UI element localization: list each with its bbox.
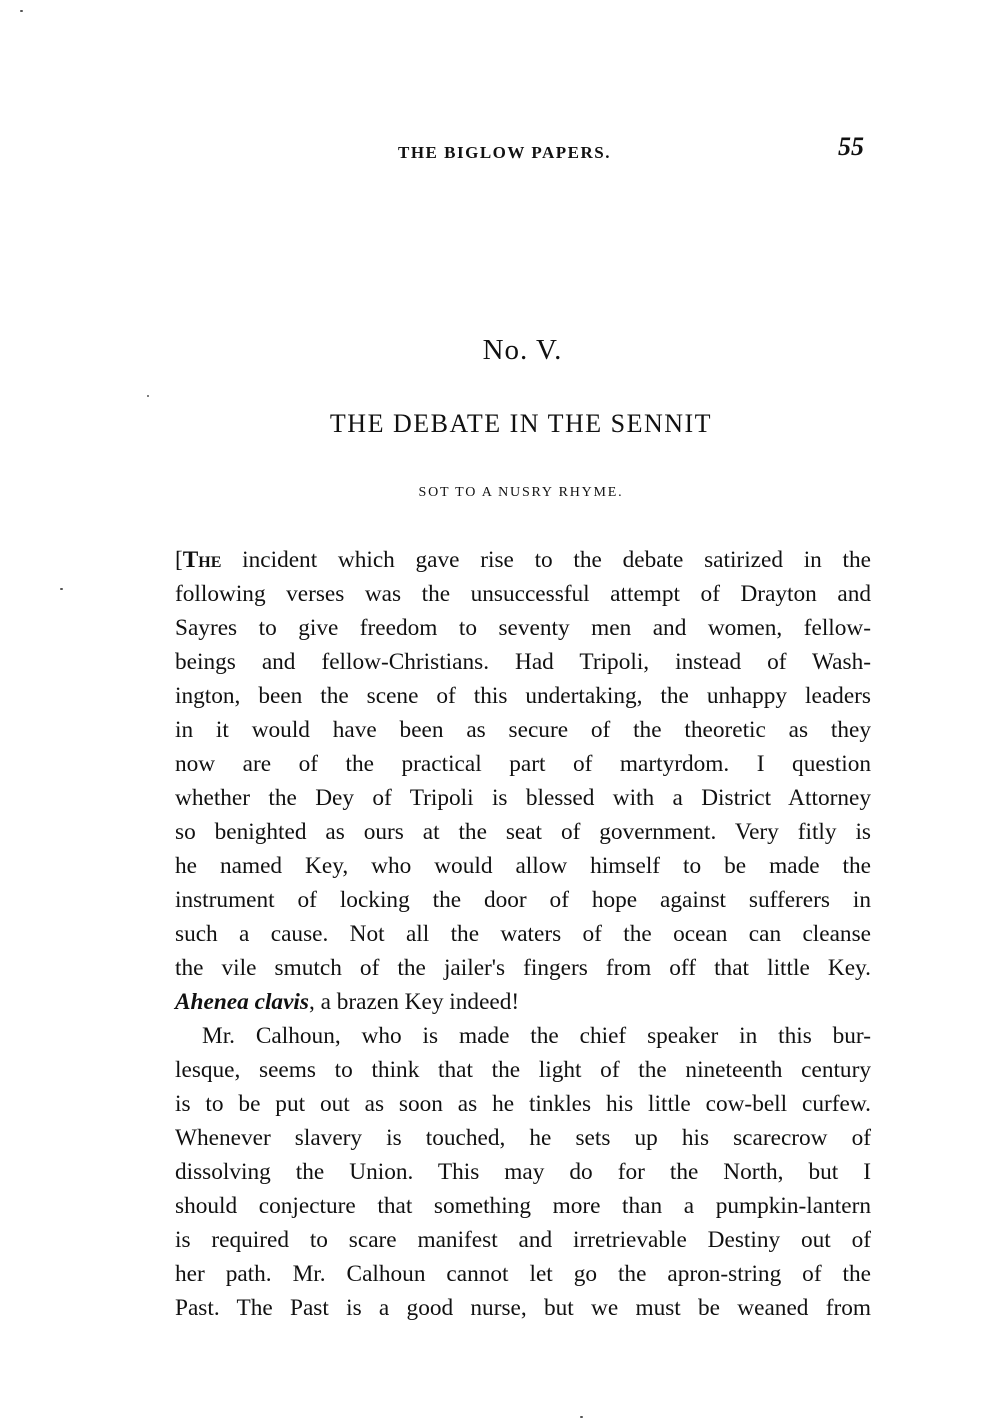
text-line: whether the Dey of Tripoli is blessed with a District Attorney [175,785,871,811]
text-line: in it would have been as secure of the theoretic as they [175,717,871,743]
text-line: lesque, seems to think that the light of the nineteenth century [175,1057,871,1083]
text-line: instrument of locking the door of hope against sufferers in [175,887,871,913]
line-1-rest: incident which gave rise to the debate satirized in the [221,547,871,573]
paragraph-2 [175,1019,871,1325]
text-line: he named Key, who would allow himself to be made the [175,853,871,879]
last-line-rest: , a brazen Key indeed! [308,989,520,1015]
section-number: No. V. [482,334,563,366]
body-text [175,543,871,1325]
text-line: should conjecture that something more than a pumpkin-lantern [175,1193,871,1219]
paragraph-1 [175,543,871,1019]
text-line: is required to scare manifest and irretrievable Destiny out of [175,1227,871,1253]
text-line: Whenever slavery is touched, he sets up his scarecrow of [175,1125,871,1151]
latin-phrase: Ahenea clavis [175,989,309,1015]
text-line: dissolving the Union. This may do for the North, but I [175,1159,871,1185]
text-line: so benighted as ours at the seat of government. Very fitly is [175,819,871,845]
text-line: Sayres to give freedom to seventy men and women, fellow- [175,615,871,641]
paragraph-1-line-1 [175,543,871,577]
text-line: is to be put out as soon as he tinkles his little cow-bell curfew. [175,1091,871,1117]
scan-speck [580,1416,583,1418]
running-head: THE BIGLOW PAPERS. [398,143,611,162]
text-line: her path. Mr. Calhoun cannot let go the apron-string of the [175,1261,871,1287]
scan-speck [147,395,149,397]
lead-word: The [182,547,222,573]
text-line: ington, been the scene of this undertaking, the unhappy leaders [175,683,871,709]
section-title: THE DEBATE IN THE SENNIT [329,409,713,438]
text-line: beings and fellow-Christians. Had Tripoli, instead of Wash- [175,649,871,675]
opening-bracket: [ [175,547,183,573]
paragraph-1-last-line [175,985,871,1019]
scan-speck [60,588,63,590]
scan-speck [20,10,23,12]
text-line: following verses was the unsuccessful attempt of Drayton and [175,581,871,607]
text-line: Past. The Past is a good nurse, but we must be weaned from [175,1295,871,1321]
text-line: such a cause. Not all the waters of the ocean can cleanse [175,921,871,947]
section-subtitle: SOT TO A NUSRY RHYME. [418,485,624,500]
paragraph-2-first-line: Mr. Calhoun, who is made the chief speaker in this bur- [202,1023,871,1049]
page-number: 55 [838,132,864,161]
text-line: now are of the practical part of martyrdom. I question [175,751,871,777]
text-line: the vile smutch of the jailer's fingers from off that little Key. [175,955,871,981]
